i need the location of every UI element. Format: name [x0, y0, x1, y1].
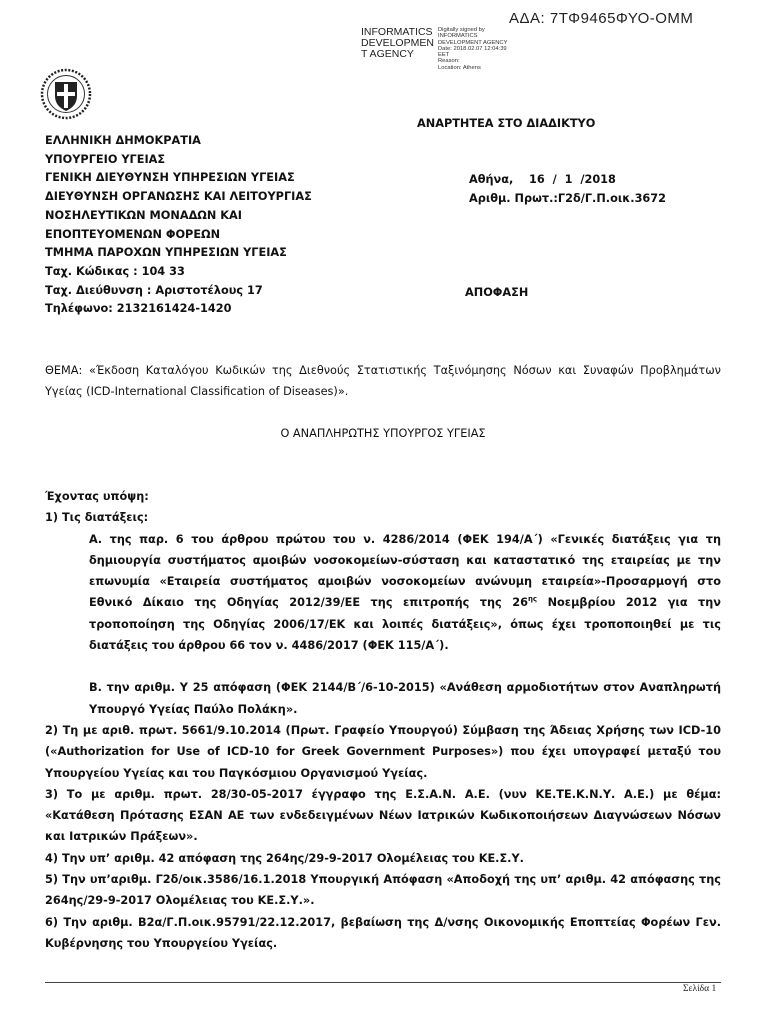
signature-org-line: INFORMATICS — [361, 26, 433, 38]
header-line: ΤΜΗΜΑ ΠΑΡΟΧΩΝ ΥΠΗΡΕΣΙΩΝ ΥΓΕΙΑΣ — [45, 246, 287, 260]
subject-paragraph: ΘΕΜΑ: «Έκδοση Καταλόγου Κωδικών της Διεθνούς Στατιστικής Ταξινόμησης Νόσων και Συναφών Προβλημάτων Υγείας (ICD-International Classification of Diseases)». — [45, 364, 721, 399]
signature-detail-line: Digitally signed by — [438, 27, 485, 33]
header-line: ΝΟΣΗΛΕΥΤΙΚΩΝ ΜΟΝΑΔΩΝ ΚΑΙ — [45, 208, 243, 222]
posting-note: ΑΝΑΡΤΗΤΕΑ ΣΤΟ ΔΙΑΔΙΚΤΥΟ — [417, 117, 596, 130]
item-4: 4) Την υπ’ αριθμ. 42 απόφαση της 264ης/29-9-2017 Ολομέλειας του ΚΕ.Σ.Υ. — [45, 851, 524, 865]
sender-header — [45, 132, 312, 319]
item-3: 3) Το με αριθμ. πρωτ. 28/30-05-2017 έγγραφο της Ε.Σ.Α.Ν. Α.Ε. (νυν ΚΕ.ΤΕ.Κ.Ν.Υ. Α.Ε.) με θέμα: «Κατάθεση Πρότασης ΕΣΑΝ ΑΕ των ενδεδειγμένων Νέων Ιατρικών Κωδικοποιήσεων Διαγνώσεων Νόσων και Ιατρικών Πράξεων». — [45, 787, 721, 844]
header-line: ΕΛΛΗΝΙΚΗ ΔΗΜΟΚΡΑΤΙΑ — [45, 134, 201, 147]
protocol-number: Αριθμ. Πρωτ.:Γ2δ/Γ.Π.οικ.3672 — [469, 192, 667, 205]
signature-detail-line: Location: Athens — [438, 64, 481, 71]
signature-org-line: T AGENCY — [361, 48, 414, 60]
signature-detail-line: INFORMATICS — [438, 33, 478, 40]
page-number: Σελίδα 1 — [683, 984, 717, 994]
item-1a-text-end: Νοεμβρίου 2012 για την τροποποίηση της Οδηγίας 2006/17/ΕΚ και λοιπές διατάξεις», όπως έχει τροποποιηθεί με τις διατάξεις του άρθρου 66 τον ν. 4486/2017 (ΦΕΚ 115/Α΄). — [89, 596, 721, 653]
signature-detail-line: Reason: — [438, 58, 460, 65]
signature-organization — [361, 27, 435, 60]
signature-org-line: DEVELOPMEN — [361, 37, 434, 49]
header-line: ΔΙΕΥΘΥΝΣΗ ΟΡΓΑΝΩΣΗΣ ΚΑΙ ΛΕΙΤΟΥΡΓΙΑΣ — [45, 190, 312, 204]
minister-title: Ο ΑΝΑΠΛΗΡΩΤΗΣ ΥΠΟΥΡΓΟΣ ΥΓΕΙΑΣ — [280, 427, 486, 440]
item-1a-text-start: Α. της παρ. 6 του άρθρου πρώτου του ν. 4286/2014 (ΦΕΚ 194/Α΄) «Γενικές διατάξεις για τη δημιουργία συστήματος αμοιβών νοσοκομείων-σύσταση και καταστατικό της εταιρείας με την επωνυμία «Εταιρεία συστήματος αμοιβών νοσοκομείων ανώνυμη εταιρεία»-Προσαρμογή στο Εθνικό Δίκαιο της Οδηγίας 2012/39/ΕΕ της επιτροπής της 26 — [89, 532, 721, 610]
header-line: Ταχ. Κώδικας : 104 33 — [45, 264, 185, 278]
decision-label: ΑΠΟΦΑΣΗ — [465, 286, 529, 299]
signature-details — [438, 27, 507, 71]
item-1a — [45, 529, 721, 657]
header-line: ΥΠΟΥΡΓΕΙΟ ΥΓΕΙΑΣ — [45, 152, 166, 166]
considering-heading: Έχοντας υπόψη: — [45, 490, 149, 503]
signature-detail-line: EET — [438, 52, 450, 59]
greek-emblem-icon — [40, 68, 92, 120]
document-date: Αθήνα, 16 / 1 /2018 — [469, 173, 616, 186]
header-line: Τηλέφωνο: 2132161424-1420 — [45, 302, 232, 316]
header-line: ΕΠΟΠΤΕΥΟΜΕΝΩΝ ΦΟΡΕΩΝ — [45, 227, 221, 241]
header-line: ΓΕΝΙΚΗ ΔΙΕΥΘΥΝΣΗ ΥΠΗΡΕΣΙΩΝ ΥΓΕΙΑΣ — [45, 171, 295, 185]
header-line: Ταχ. Διεύθυνση : Αριστοτέλους 17 — [45, 283, 263, 297]
item-6: 6) Την αριθμ. Β2α/Γ.Π.οικ.95791/22.12.2017, βεβαίωση της Δ/νσης Οικονομικής Εποπτείας Φορέων Γεν. Κυβέρνησης του Υπουργείου Υγείας. — [45, 915, 721, 950]
signature-detail-line: DEVELOPMENT AGENCY — [438, 39, 508, 46]
item-1a-superscript: ης — [527, 595, 538, 604]
considering-block — [45, 486, 721, 954]
footer-divider — [45, 982, 721, 983]
item-1-heading: 1) Τις διατάξεις: — [45, 511, 149, 525]
item-5: 5) Την υπ’αριθμ. Γ2δ/οικ.3586/16.1.2018 Υπουργική Απόφαση «Αποδοχή της υπ’ αριθμ. 42 απόφασης της 264ης/29-9-2017 Ολομέλειας του ΚΕ.Σ.Υ.». — [45, 873, 721, 908]
signature-detail-line: Date: 2018.02.07 12:04:39 — [438, 45, 507, 52]
item-2: 2) Τη με αριθ. πρωτ. 5661/9.10.2014 (Πρωτ. Γραφείο Υπουργού) Σύμβαση της Άδειας Χρήσης των ICD-10 («Authorization for Use of ICD-10 for Greek Government Purposes») που έχει υπογραφεί μεταξύ του Υπουργείου Υγείας και του Παγκόσμιου Οργανισμού Υγείας. — [45, 723, 721, 780]
item-1b: Β. την αριθμ. Υ 25 απόφαση (ΦΕΚ 2144/Β΄/6-10-2015) «Ανάθεση αρμοδιοτήτων στον Αναπληρωτή Υπουργό Υγείας Παύλο Πολάκη». — [89, 681, 721, 716]
ada-code: ΑΔΑ: 7ΤΦ9465ΦΥΟ-ΟΜΜ — [509, 10, 694, 27]
